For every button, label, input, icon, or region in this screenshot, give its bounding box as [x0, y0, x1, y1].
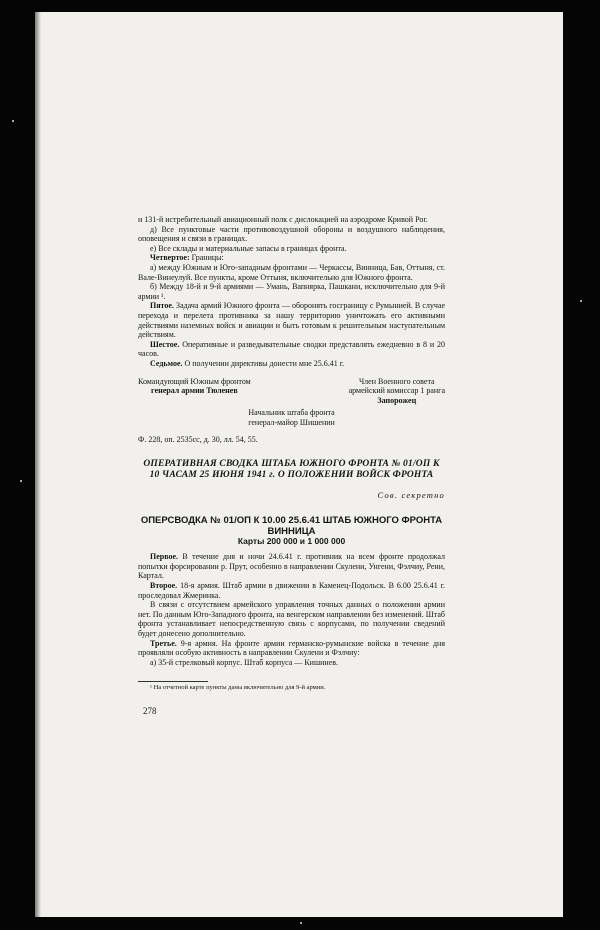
scan-speck [300, 922, 302, 924]
paragraph [138, 301, 445, 339]
paragraph [138, 359, 445, 369]
paragraph-label: Второе. [150, 581, 178, 591]
paragraph [138, 639, 445, 658]
spacer [138, 369, 445, 375]
signature-chief-of-staff [138, 408, 445, 427]
report-body [138, 552, 445, 673]
report-title: ОПЕРСВОДКА № 01/ОП К 10.00 25.6.41 ШТАБ ЮЖНОГО ФРОНТА ВИННИЦА [140, 514, 443, 537]
paragraph-text: Границы: [189, 253, 224, 263]
paragraph-label: Седьмое. [150, 358, 183, 368]
signature-name: Запорожец [377, 395, 417, 405]
paragraph-text: а) между Южным и Юго-западным фронтами — Черкассы, Винница, Бав, Оттыня, ст. Вале-Винеулуй. Все пункты, кроме Оттыня, включительно для Южного фронта. [138, 262, 445, 282]
paragraph [138, 340, 445, 359]
paragraph [138, 263, 445, 282]
paragraph-text: В связи с отсутствием армейского управления точных данных о положении армии нет. По данным Юго-Западного фронта, на венгерском направлении без изменений. Штаб фронта устанавливает непосредственную связь с корпусами, по получении сведений будет донесено дополнительно. [138, 600, 445, 638]
spacer [138, 667, 445, 673]
signature-title: Начальник штаба фронта [248, 408, 335, 418]
paragraph-text: е) Все склады и материальные запасы в границах фронта. [150, 243, 347, 253]
paragraph-label: Четвертое: [150, 253, 190, 263]
classification-mark: Сов. секретно [377, 490, 445, 501]
paragraph-text: В течение дня и ночи 24.6.41 г. противник на всем фронте продолжал попытки форсировании р. Прут, особенно в направлении Скулени, Унгени, Фэлчиу, Рени, Картал. [138, 552, 445, 581]
signature-title: Член Военного совета [358, 376, 435, 386]
paragraph-label: Третье. [150, 638, 177, 648]
signature-block [138, 377, 445, 406]
scan-speck [580, 300, 582, 302]
paragraph-text: и 131-й истребительный авиационный полк с дислокацией на аэродроме Кривой Рог. [138, 215, 428, 224]
paragraph-text: д) Все пунктовые части противовоздушной обороны и воздушного наблюдения, оповещения и связи в границах. [138, 224, 445, 244]
paragraph [138, 282, 445, 301]
signature-name: генерал-майор Шишенин [248, 417, 335, 427]
paragraph [138, 658, 445, 668]
paragraph-label: Шестое. [150, 339, 180, 349]
signature-commander [138, 377, 251, 406]
footnote-divider [138, 681, 208, 682]
page-number: 278 [143, 706, 157, 716]
document-text [138, 215, 445, 692]
paragraph-text: 18-я армия. Штаб армии в движении в Каменец-Подольск. В 6.00 25.6.41 г. проследовал Жмеринка. [138, 581, 445, 600]
paragraph [138, 253, 445, 263]
directive-continuation [138, 215, 445, 375]
paragraph-text: Оперативные и разведывательные сводки представлять ежедневно в 8 и 20 часов. [138, 339, 445, 359]
paragraph [138, 215, 445, 225]
signature-name: генерал армии Тюленев [151, 386, 238, 396]
paragraph [138, 581, 445, 600]
paragraph-text: Задача армий Южного фронта — оборонять госграницу с Румынией. В случае перехода и перелета противника за нашу территорию уничтожать его активными действиями наземных войск и авиации и быть готовым к решительным наступательным действиям. [138, 301, 445, 340]
paragraph [138, 225, 445, 244]
maps-line: Карты 200 000 и 1 000 000 [237, 535, 346, 546]
scan-speck [12, 120, 14, 122]
section-heading: ОПЕРАТИВНАЯ СВОДКА ШТАБА ЮЖНОГО ФРОНТА № 01/ОП К 10 ЧАСАМ 25 ИЮНЯ 1941 г. О ПОЛОЖЕНИИ ВОЙСК ФРОНТА [143, 459, 440, 481]
paragraph-text: О получении директивы донести мне 25.6.41 г. [182, 358, 345, 368]
paragraph [138, 244, 445, 254]
footnote: ¹ На отчетной карте пункты даны включительно для 9-й армии. [150, 684, 326, 692]
signature-rank: армейский комиссар 1 ранга [348, 386, 445, 396]
paragraph-text: б) Между 18-й и 9-й армиями — Умань, Вапнярка, Пашкани, исключительно для 9-й армии ¹. [138, 282, 445, 301]
paragraph-label: Пятое. [150, 301, 174, 311]
paragraph-label: Первое. [150, 552, 179, 562]
signature-title: Командующий Южным фронтом [138, 376, 251, 386]
paragraph-text: 9-я армия. На фронте армии германско-румынские войска в течение дня проявляли особую активность в направлении Скулени и Фэлчиу: [138, 638, 445, 658]
paragraph [138, 600, 445, 638]
paragraph [138, 552, 445, 581]
paragraph-text: а) 35-й стрелковый корпус. Штаб корпуса — Кишинев. [150, 657, 338, 667]
signature-council-member [349, 377, 445, 406]
archive-reference: Ф. 228, оп. 2535сс, д. 30, лл. 54, 55. [138, 435, 258, 445]
page-edge-shadow [35, 12, 41, 917]
scan-speck [20, 480, 22, 482]
